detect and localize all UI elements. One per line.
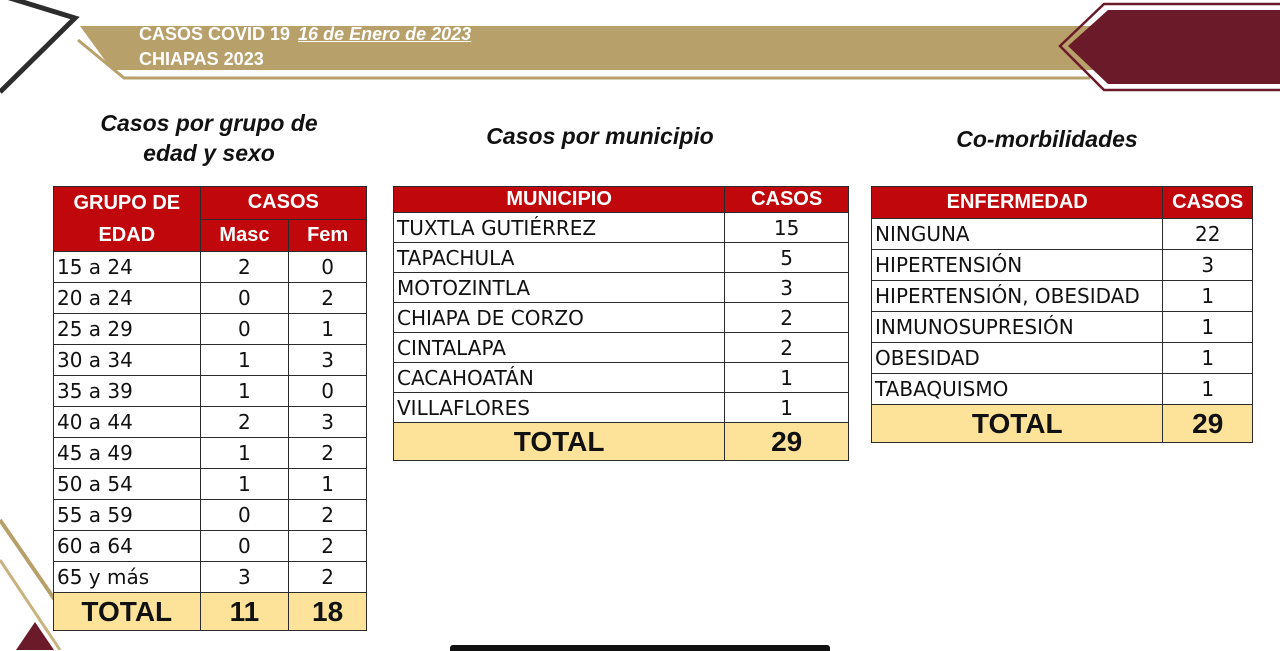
male-cases-cell: 1 bbox=[200, 376, 289, 407]
female-header: Fem bbox=[289, 219, 367, 252]
header-title-text: CASOS COVID 19 bbox=[139, 24, 291, 44]
comorbidity-name-cell: NINGUNA bbox=[872, 219, 1163, 250]
comorbidity-name-cell: OBESIDAD bbox=[872, 343, 1163, 374]
table-row bbox=[872, 281, 1253, 312]
table-row bbox=[394, 393, 849, 423]
age-group-cell: 45 a 49 bbox=[54, 438, 201, 469]
municipio-name-cell: CINTALAPA bbox=[394, 333, 725, 363]
table-row bbox=[54, 469, 367, 500]
comorbidity-total-cases: 29 bbox=[1163, 405, 1253, 443]
municipio-cases-header: CASOS bbox=[725, 187, 849, 213]
table-row bbox=[54, 314, 367, 345]
male-cases-cell: 1 bbox=[200, 345, 289, 376]
male-cases-cell: 0 bbox=[200, 500, 289, 531]
female-cases-cell: 3 bbox=[289, 407, 367, 438]
table-row bbox=[54, 252, 367, 283]
comorbidity-cases-cell: 22 bbox=[1163, 219, 1253, 250]
municipio-cases-cell: 15 bbox=[725, 213, 849, 243]
male-cases-cell: 1 bbox=[200, 438, 289, 469]
municipio-total-cases: 29 bbox=[725, 423, 849, 461]
municipio-cases-cell: 5 bbox=[725, 243, 849, 273]
corner-gold-line-1 bbox=[0, 520, 55, 600]
age-group-cell: 60 a 64 bbox=[54, 531, 201, 562]
table-row bbox=[872, 250, 1253, 281]
table-row bbox=[54, 438, 367, 469]
municipio-name-header: MUNICIPIO bbox=[394, 187, 725, 213]
comorbidity-name-cell: INMUNOSUPRESIÓN bbox=[872, 312, 1163, 343]
age-group-cell: 50 a 54 bbox=[54, 469, 201, 500]
comorbidity-name-cell: HIPERTENSIÓN, OBESIDAD bbox=[872, 281, 1163, 312]
municipio-cases-cell: 3 bbox=[725, 273, 849, 303]
age-total-female: 18 bbox=[289, 593, 367, 631]
age-section-title-line1: Casos por grupo de bbox=[100, 110, 318, 136]
age-table-header-row bbox=[54, 187, 367, 220]
table-row bbox=[872, 219, 1253, 250]
age-sex-table bbox=[53, 186, 367, 631]
comorbidity-name-cell: TABAQUISMO bbox=[872, 374, 1163, 405]
male-header: Masc bbox=[200, 219, 289, 252]
female-cases-cell: 1 bbox=[289, 469, 367, 500]
male-cases-cell: 0 bbox=[200, 314, 289, 345]
male-cases-cell: 1 bbox=[200, 469, 289, 500]
age-section-title bbox=[70, 108, 348, 168]
comorbidity-name-header: ENFERMEDAD bbox=[872, 187, 1163, 219]
table-row bbox=[54, 376, 367, 407]
age-group-cell: 25 a 29 bbox=[54, 314, 201, 345]
municipio-cases-cell: 1 bbox=[725, 393, 849, 423]
comorbidity-cases-cell: 3 bbox=[1163, 250, 1253, 281]
age-total-row bbox=[54, 593, 367, 631]
table-row bbox=[394, 363, 849, 393]
comorbidity-cases-cell: 1 bbox=[1163, 281, 1253, 312]
comorbidity-name-cell: HIPERTENSIÓN bbox=[872, 250, 1163, 281]
table-row bbox=[394, 243, 849, 273]
age-group-cell: 30 a 34 bbox=[54, 345, 201, 376]
municipio-total-row bbox=[394, 423, 849, 461]
table-row bbox=[394, 303, 849, 333]
table-row bbox=[54, 283, 367, 314]
municipio-table bbox=[393, 186, 849, 461]
female-cases-cell: 2 bbox=[289, 438, 367, 469]
municipio-name-cell: TAPACHULA bbox=[394, 243, 725, 273]
male-cases-cell: 2 bbox=[200, 407, 289, 438]
table-row bbox=[54, 345, 367, 376]
table-row bbox=[54, 531, 367, 562]
municipio-name-cell: VILLAFLORES bbox=[394, 393, 725, 423]
age-group-cell: 65 y más bbox=[54, 562, 201, 593]
municipio-name-cell: CACAHOATÁN bbox=[394, 363, 725, 393]
table-row bbox=[54, 562, 367, 593]
municipio-cases-cell: 2 bbox=[725, 303, 849, 333]
female-cases-cell: 3 bbox=[289, 345, 367, 376]
male-cases-cell: 0 bbox=[200, 531, 289, 562]
table-row bbox=[394, 333, 849, 363]
age-total-male: 11 bbox=[200, 593, 289, 631]
age-group-cell: 35 a 39 bbox=[54, 376, 201, 407]
age-group-cell: 20 a 24 bbox=[54, 283, 201, 314]
comorbidity-table bbox=[871, 186, 1253, 443]
comorbidity-cases-cell: 1 bbox=[1163, 312, 1253, 343]
age-section-title-line2: edad y sexo bbox=[143, 140, 275, 166]
male-cases-cell: 3 bbox=[200, 562, 289, 593]
age-group-cell: 15 a 24 bbox=[54, 252, 201, 283]
comorbidity-cases-cell: 1 bbox=[1163, 374, 1253, 405]
female-cases-cell: 2 bbox=[289, 562, 367, 593]
table-row bbox=[872, 374, 1253, 405]
age-group-header: GRUPO DE EDAD bbox=[54, 187, 201, 252]
comorbidity-cases-cell: 1 bbox=[1163, 343, 1253, 374]
header-title bbox=[139, 24, 471, 45]
table-row bbox=[54, 500, 367, 531]
municipio-header-row bbox=[394, 187, 849, 213]
comorbidity-total-label: TOTAL bbox=[872, 405, 1163, 443]
municipio-cases-cell: 2 bbox=[725, 333, 849, 363]
table-row bbox=[872, 312, 1253, 343]
corner-maroon-triangle bbox=[16, 622, 54, 650]
table-row bbox=[872, 343, 1253, 374]
male-cases-cell: 0 bbox=[200, 283, 289, 314]
female-cases-cell: 0 bbox=[289, 252, 367, 283]
comorbidity-cases-header: CASOS bbox=[1163, 187, 1253, 219]
cases-header: CASOS bbox=[200, 187, 366, 220]
comorbidity-section-title: Co-morbilidades bbox=[956, 126, 1138, 152]
municipio-name-cell: MOTOZINTLA bbox=[394, 273, 725, 303]
municipio-name-cell: CHIAPA DE CORZO bbox=[394, 303, 725, 333]
male-cases-cell: 2 bbox=[200, 252, 289, 283]
bottom-bar bbox=[450, 645, 830, 651]
female-cases-cell: 2 bbox=[289, 531, 367, 562]
female-cases-cell: 1 bbox=[289, 314, 367, 345]
municipio-name-cell: TUXTLA GUTIÉRREZ bbox=[394, 213, 725, 243]
age-group-cell: 55 a 59 bbox=[54, 500, 201, 531]
comorbidity-header-row bbox=[872, 187, 1253, 219]
table-row bbox=[54, 407, 367, 438]
corner-chevron-line bbox=[0, 0, 75, 92]
maroon-badge bbox=[1068, 10, 1280, 84]
table-row bbox=[394, 213, 849, 243]
table-row bbox=[394, 273, 849, 303]
header-subtitle: CHIAPAS 2023 bbox=[139, 49, 264, 69]
female-cases-cell: 2 bbox=[289, 283, 367, 314]
header-date: 16 de Enero de 2023 bbox=[298, 24, 472, 44]
municipio-section-title: Casos por municipio bbox=[486, 123, 714, 149]
age-total-label: TOTAL bbox=[54, 593, 201, 631]
female-cases-cell: 0 bbox=[289, 376, 367, 407]
female-cases-cell: 2 bbox=[289, 500, 367, 531]
comorbidity-total-row bbox=[872, 405, 1253, 443]
municipio-cases-cell: 1 bbox=[725, 363, 849, 393]
municipio-total-label: TOTAL bbox=[394, 423, 725, 461]
age-group-cell: 40 a 44 bbox=[54, 407, 201, 438]
